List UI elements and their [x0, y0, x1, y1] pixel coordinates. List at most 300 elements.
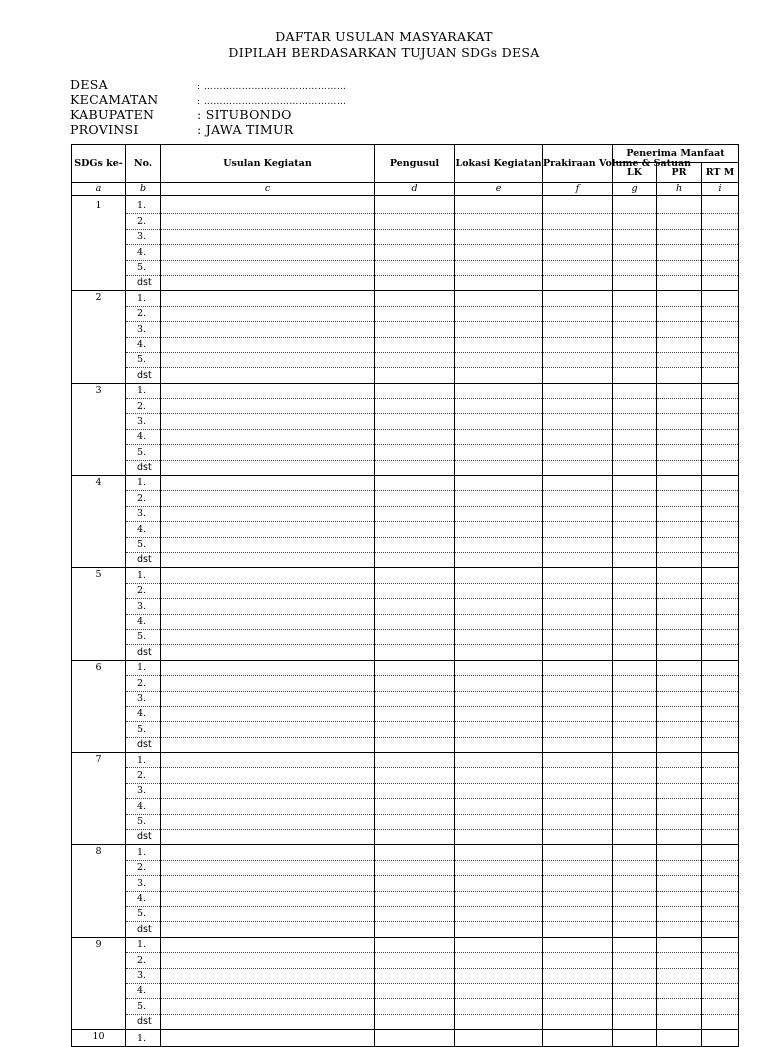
empty-cell[interactable] [455, 199, 543, 214]
empty-cell[interactable] [613, 414, 657, 429]
empty-cell[interactable] [613, 429, 657, 444]
empty-cell[interactable] [613, 291, 657, 306]
empty-cell[interactable] [543, 245, 613, 260]
empty-cell[interactable] [657, 537, 702, 552]
empty-cell[interactable] [161, 691, 375, 706]
empty-cell[interactable] [455, 429, 543, 444]
empty-cell[interactable] [543, 229, 613, 244]
empty-cell[interactable] [375, 722, 455, 737]
empty-cell[interactable] [657, 352, 702, 367]
empty-cell[interactable] [543, 568, 613, 583]
empty-cell[interactable] [161, 383, 375, 398]
empty-cell[interactable] [375, 614, 455, 629]
empty-cell[interactable] [161, 614, 375, 629]
empty-cell[interactable] [375, 906, 455, 921]
empty-cell[interactable] [375, 999, 455, 1014]
empty-cell[interactable] [543, 583, 613, 598]
empty-cell[interactable] [455, 645, 543, 660]
empty-cell[interactable] [161, 830, 375, 845]
empty-cell[interactable] [543, 937, 613, 952]
empty-cell[interactable] [375, 199, 455, 214]
empty-cell[interactable] [161, 445, 375, 460]
empty-cell[interactable] [543, 983, 613, 998]
empty-cell[interactable] [613, 322, 657, 337]
empty-cell[interactable] [543, 876, 613, 891]
empty-cell[interactable] [161, 460, 375, 475]
empty-cell[interactable] [657, 876, 702, 891]
empty-cell[interactable] [161, 937, 375, 952]
empty-cell[interactable] [702, 352, 739, 367]
empty-cell[interactable] [702, 245, 739, 260]
empty-cell[interactable] [613, 214, 657, 229]
empty-cell[interactable] [657, 383, 702, 398]
empty-cell[interactable] [375, 799, 455, 814]
empty-cell[interactable] [375, 937, 455, 952]
empty-cell[interactable] [455, 937, 543, 952]
empty-cell[interactable] [702, 906, 739, 921]
empty-cell[interactable] [455, 614, 543, 629]
empty-cell[interactable] [161, 583, 375, 598]
empty-cell[interactable] [657, 568, 702, 583]
empty-cell[interactable] [657, 491, 702, 506]
empty-cell[interactable] [543, 399, 613, 414]
empty-cell[interactable] [613, 722, 657, 737]
empty-cell[interactable] [455, 568, 543, 583]
empty-cell[interactable] [455, 368, 543, 383]
empty-cell[interactable] [375, 399, 455, 414]
empty-cell[interactable] [161, 814, 375, 829]
empty-cell[interactable] [702, 830, 739, 845]
empty-cell[interactable] [702, 953, 739, 968]
empty-cell[interactable] [455, 552, 543, 567]
empty-cell[interactable] [543, 845, 613, 860]
empty-cell[interactable] [375, 537, 455, 552]
empty-cell[interactable] [455, 352, 543, 367]
empty-cell[interactable] [657, 599, 702, 614]
empty-cell[interactable] [455, 999, 543, 1014]
empty-cell[interactable] [375, 476, 455, 491]
empty-cell[interactable] [543, 414, 613, 429]
empty-cell[interactable] [161, 522, 375, 537]
empty-cell[interactable] [543, 799, 613, 814]
empty-cell[interactable] [657, 706, 702, 721]
empty-cell[interactable] [455, 953, 543, 968]
empty-cell[interactable] [375, 291, 455, 306]
empty-cell[interactable] [702, 291, 739, 306]
empty-cell[interactable] [543, 552, 613, 567]
empty-cell[interactable] [161, 999, 375, 1014]
empty-cell[interactable] [455, 891, 543, 906]
empty-cell[interactable] [455, 691, 543, 706]
empty-cell[interactable] [455, 860, 543, 875]
empty-cell[interactable] [161, 568, 375, 583]
empty-cell[interactable] [161, 876, 375, 891]
empty-cell[interactable] [702, 414, 739, 429]
empty-cell[interactable] [657, 445, 702, 460]
empty-cell[interactable] [543, 199, 613, 214]
empty-cell[interactable] [657, 922, 702, 937]
empty-cell[interactable] [657, 1030, 702, 1047]
empty-cell[interactable] [455, 460, 543, 475]
empty-cell[interactable] [375, 983, 455, 998]
empty-cell[interactable] [657, 737, 702, 752]
empty-cell[interactable] [702, 737, 739, 752]
empty-cell[interactable] [543, 906, 613, 921]
empty-cell[interactable] [161, 491, 375, 506]
empty-cell[interactable] [657, 783, 702, 798]
empty-cell[interactable] [702, 860, 739, 875]
empty-cell[interactable] [455, 799, 543, 814]
empty-cell[interactable] [455, 706, 543, 721]
empty-cell[interactable] [455, 737, 543, 752]
empty-cell[interactable] [657, 691, 702, 706]
empty-cell[interactable] [161, 983, 375, 998]
empty-cell[interactable] [375, 645, 455, 660]
empty-cell[interactable] [702, 983, 739, 998]
empty-cell[interactable] [702, 306, 739, 321]
empty-cell[interactable] [702, 676, 739, 691]
empty-cell[interactable] [455, 1014, 543, 1029]
empty-cell[interactable] [613, 1030, 657, 1047]
empty-cell[interactable] [543, 660, 613, 675]
empty-cell[interactable] [455, 830, 543, 845]
empty-cell[interactable] [455, 968, 543, 983]
empty-cell[interactable] [613, 491, 657, 506]
empty-cell[interactable] [161, 476, 375, 491]
empty-cell[interactable] [657, 645, 702, 660]
empty-cell[interactable] [455, 445, 543, 460]
empty-cell[interactable] [657, 660, 702, 675]
empty-cell[interactable] [657, 860, 702, 875]
empty-cell[interactable] [543, 429, 613, 444]
empty-cell[interactable] [613, 245, 657, 260]
empty-cell[interactable] [455, 722, 543, 737]
empty-cell[interactable] [613, 860, 657, 875]
empty-cell[interactable] [702, 629, 739, 644]
empty-cell[interactable] [543, 953, 613, 968]
empty-cell[interactable] [657, 429, 702, 444]
empty-cell[interactable] [657, 476, 702, 491]
empty-cell[interactable] [613, 352, 657, 367]
empty-cell[interactable] [702, 645, 739, 660]
empty-cell[interactable] [455, 260, 543, 275]
empty-cell[interactable] [161, 245, 375, 260]
empty-cell[interactable] [161, 768, 375, 783]
empty-cell[interactable] [657, 414, 702, 429]
empty-cell[interactable] [375, 1014, 455, 1029]
empty-cell[interactable] [613, 506, 657, 521]
empty-cell[interactable] [657, 399, 702, 414]
empty-cell[interactable] [375, 814, 455, 829]
empty-cell[interactable] [161, 860, 375, 875]
empty-cell[interactable] [702, 768, 739, 783]
empty-cell[interactable] [161, 676, 375, 691]
empty-cell[interactable] [375, 922, 455, 937]
empty-cell[interactable] [613, 275, 657, 290]
empty-cell[interactable] [161, 275, 375, 290]
empty-cell[interactable] [161, 783, 375, 798]
empty-cell[interactable] [702, 199, 739, 214]
empty-cell[interactable] [657, 968, 702, 983]
empty-cell[interactable] [455, 783, 543, 798]
empty-cell[interactable] [543, 214, 613, 229]
empty-cell[interactable] [375, 783, 455, 798]
empty-cell[interactable] [455, 414, 543, 429]
empty-cell[interactable] [613, 199, 657, 214]
empty-cell[interactable] [375, 1030, 455, 1047]
empty-cell[interactable] [613, 845, 657, 860]
empty-cell[interactable] [161, 968, 375, 983]
empty-cell[interactable] [702, 1014, 739, 1029]
empty-cell[interactable] [375, 845, 455, 860]
empty-cell[interactable] [455, 522, 543, 537]
empty-cell[interactable] [613, 906, 657, 921]
empty-cell[interactable] [657, 753, 702, 768]
empty-cell[interactable] [375, 460, 455, 475]
empty-cell[interactable] [613, 753, 657, 768]
empty-cell[interactable] [161, 906, 375, 921]
empty-cell[interactable] [455, 629, 543, 644]
empty-cell[interactable] [455, 599, 543, 614]
empty-cell[interactable] [375, 753, 455, 768]
empty-cell[interactable] [375, 660, 455, 675]
empty-cell[interactable] [543, 891, 613, 906]
empty-cell[interactable] [161, 722, 375, 737]
empty-cell[interactable] [161, 737, 375, 752]
empty-cell[interactable] [161, 260, 375, 275]
empty-cell[interactable] [613, 537, 657, 552]
empty-cell[interactable] [375, 552, 455, 567]
empty-cell[interactable] [702, 460, 739, 475]
empty-cell[interactable] [613, 953, 657, 968]
empty-cell[interactable] [702, 368, 739, 383]
empty-cell[interactable] [543, 275, 613, 290]
empty-cell[interactable] [657, 799, 702, 814]
empty-cell[interactable] [613, 614, 657, 629]
empty-cell[interactable] [161, 660, 375, 675]
empty-cell[interactable] [613, 999, 657, 1014]
empty-cell[interactable] [657, 999, 702, 1014]
empty-cell[interactable] [455, 753, 543, 768]
empty-cell[interactable] [375, 891, 455, 906]
empty-cell[interactable] [543, 445, 613, 460]
empty-cell[interactable] [613, 676, 657, 691]
empty-cell[interactable] [543, 614, 613, 629]
empty-cell[interactable] [455, 1030, 543, 1047]
empty-cell[interactable] [613, 876, 657, 891]
empty-cell[interactable] [613, 783, 657, 798]
empty-cell[interactable] [375, 260, 455, 275]
empty-cell[interactable] [543, 830, 613, 845]
empty-cell[interactable] [543, 322, 613, 337]
empty-cell[interactable] [657, 814, 702, 829]
empty-cell[interactable] [375, 337, 455, 352]
empty-cell[interactable] [613, 830, 657, 845]
empty-cell[interactable] [543, 460, 613, 475]
empty-cell[interactable] [455, 275, 543, 290]
empty-cell[interactable] [161, 429, 375, 444]
empty-cell[interactable] [543, 922, 613, 937]
empty-cell[interactable] [613, 814, 657, 829]
empty-cell[interactable] [613, 645, 657, 660]
empty-cell[interactable] [375, 568, 455, 583]
empty-cell[interactable] [657, 260, 702, 275]
empty-cell[interactable] [455, 983, 543, 998]
empty-cell[interactable] [375, 306, 455, 321]
empty-cell[interactable] [702, 614, 739, 629]
empty-cell[interactable] [161, 552, 375, 567]
empty-cell[interactable] [455, 537, 543, 552]
empty-cell[interactable] [657, 291, 702, 306]
empty-cell[interactable] [702, 722, 739, 737]
empty-cell[interactable] [657, 337, 702, 352]
empty-cell[interactable] [613, 660, 657, 675]
empty-cell[interactable] [375, 445, 455, 460]
empty-cell[interactable] [613, 229, 657, 244]
empty-cell[interactable] [161, 1014, 375, 1029]
empty-cell[interactable] [613, 599, 657, 614]
empty-cell[interactable] [702, 429, 739, 444]
empty-cell[interactable] [657, 1014, 702, 1029]
empty-cell[interactable] [613, 568, 657, 583]
empty-cell[interactable] [455, 906, 543, 921]
empty-cell[interactable] [657, 845, 702, 860]
empty-cell[interactable] [375, 583, 455, 598]
empty-cell[interactable] [161, 337, 375, 352]
empty-cell[interactable] [543, 599, 613, 614]
empty-cell[interactable] [657, 199, 702, 214]
empty-cell[interactable] [702, 783, 739, 798]
empty-cell[interactable] [657, 522, 702, 537]
empty-cell[interactable] [702, 506, 739, 521]
empty-cell[interactable] [657, 552, 702, 567]
empty-cell[interactable] [375, 245, 455, 260]
empty-cell[interactable] [657, 245, 702, 260]
empty-cell[interactable] [543, 783, 613, 798]
empty-cell[interactable] [455, 306, 543, 321]
empty-cell[interactable] [455, 245, 543, 260]
empty-cell[interactable] [543, 753, 613, 768]
empty-cell[interactable] [657, 368, 702, 383]
empty-cell[interactable] [375, 368, 455, 383]
empty-cell[interactable] [613, 691, 657, 706]
empty-cell[interactable] [543, 999, 613, 1014]
empty-cell[interactable] [613, 460, 657, 475]
empty-cell[interactable] [657, 676, 702, 691]
empty-cell[interactable] [657, 722, 702, 737]
empty-cell[interactable] [702, 260, 739, 275]
empty-cell[interactable] [543, 691, 613, 706]
empty-cell[interactable] [455, 583, 543, 598]
empty-cell[interactable] [702, 599, 739, 614]
empty-cell[interactable] [702, 445, 739, 460]
empty-cell[interactable] [161, 199, 375, 214]
empty-cell[interactable] [613, 583, 657, 598]
empty-cell[interactable] [161, 953, 375, 968]
empty-cell[interactable] [375, 629, 455, 644]
empty-cell[interactable] [657, 229, 702, 244]
empty-cell[interactable] [613, 337, 657, 352]
empty-cell[interactable] [543, 722, 613, 737]
empty-cell[interactable] [613, 799, 657, 814]
empty-cell[interactable] [375, 691, 455, 706]
empty-cell[interactable] [543, 860, 613, 875]
empty-cell[interactable] [613, 1014, 657, 1029]
empty-cell[interactable] [375, 214, 455, 229]
empty-cell[interactable] [375, 352, 455, 367]
empty-cell[interactable] [161, 399, 375, 414]
empty-cell[interactable] [543, 706, 613, 721]
empty-cell[interactable] [375, 414, 455, 429]
empty-cell[interactable] [702, 383, 739, 398]
empty-cell[interactable] [543, 383, 613, 398]
empty-cell[interactable] [543, 814, 613, 829]
empty-cell[interactable] [702, 1030, 739, 1047]
empty-cell[interactable] [161, 753, 375, 768]
empty-cell[interactable] [543, 676, 613, 691]
empty-cell[interactable] [613, 922, 657, 937]
empty-cell[interactable] [161, 322, 375, 337]
empty-cell[interactable] [702, 583, 739, 598]
empty-cell[interactable] [543, 737, 613, 752]
empty-cell[interactable] [543, 352, 613, 367]
empty-cell[interactable] [455, 814, 543, 829]
empty-cell[interactable] [543, 522, 613, 537]
empty-cell[interactable] [375, 737, 455, 752]
empty-cell[interactable] [455, 845, 543, 860]
empty-cell[interactable] [455, 768, 543, 783]
empty-cell[interactable] [455, 660, 543, 675]
empty-cell[interactable] [613, 706, 657, 721]
empty-cell[interactable] [161, 306, 375, 321]
empty-cell[interactable] [613, 445, 657, 460]
empty-cell[interactable] [613, 737, 657, 752]
empty-cell[interactable] [455, 337, 543, 352]
empty-cell[interactable] [375, 599, 455, 614]
empty-cell[interactable] [613, 891, 657, 906]
empty-cell[interactable] [455, 491, 543, 506]
empty-cell[interactable] [375, 229, 455, 244]
empty-cell[interactable] [375, 968, 455, 983]
empty-cell[interactable] [375, 522, 455, 537]
empty-cell[interactable] [161, 229, 375, 244]
empty-cell[interactable] [657, 891, 702, 906]
empty-cell[interactable] [657, 830, 702, 845]
empty-cell[interactable] [657, 583, 702, 598]
empty-cell[interactable] [161, 506, 375, 521]
empty-cell[interactable] [375, 953, 455, 968]
empty-cell[interactable] [613, 768, 657, 783]
empty-cell[interactable] [702, 522, 739, 537]
empty-cell[interactable] [161, 629, 375, 644]
empty-cell[interactable] [375, 322, 455, 337]
empty-cell[interactable] [161, 1030, 375, 1047]
empty-cell[interactable] [161, 645, 375, 660]
empty-cell[interactable] [702, 229, 739, 244]
empty-cell[interactable] [702, 399, 739, 414]
empty-cell[interactable] [613, 476, 657, 491]
empty-cell[interactable] [543, 968, 613, 983]
empty-cell[interactable] [455, 876, 543, 891]
empty-cell[interactable] [657, 953, 702, 968]
empty-cell[interactable] [613, 368, 657, 383]
empty-cell[interactable] [702, 322, 739, 337]
empty-cell[interactable] [702, 660, 739, 675]
empty-cell[interactable] [613, 306, 657, 321]
empty-cell[interactable] [657, 937, 702, 952]
empty-cell[interactable] [161, 799, 375, 814]
empty-cell[interactable] [657, 214, 702, 229]
